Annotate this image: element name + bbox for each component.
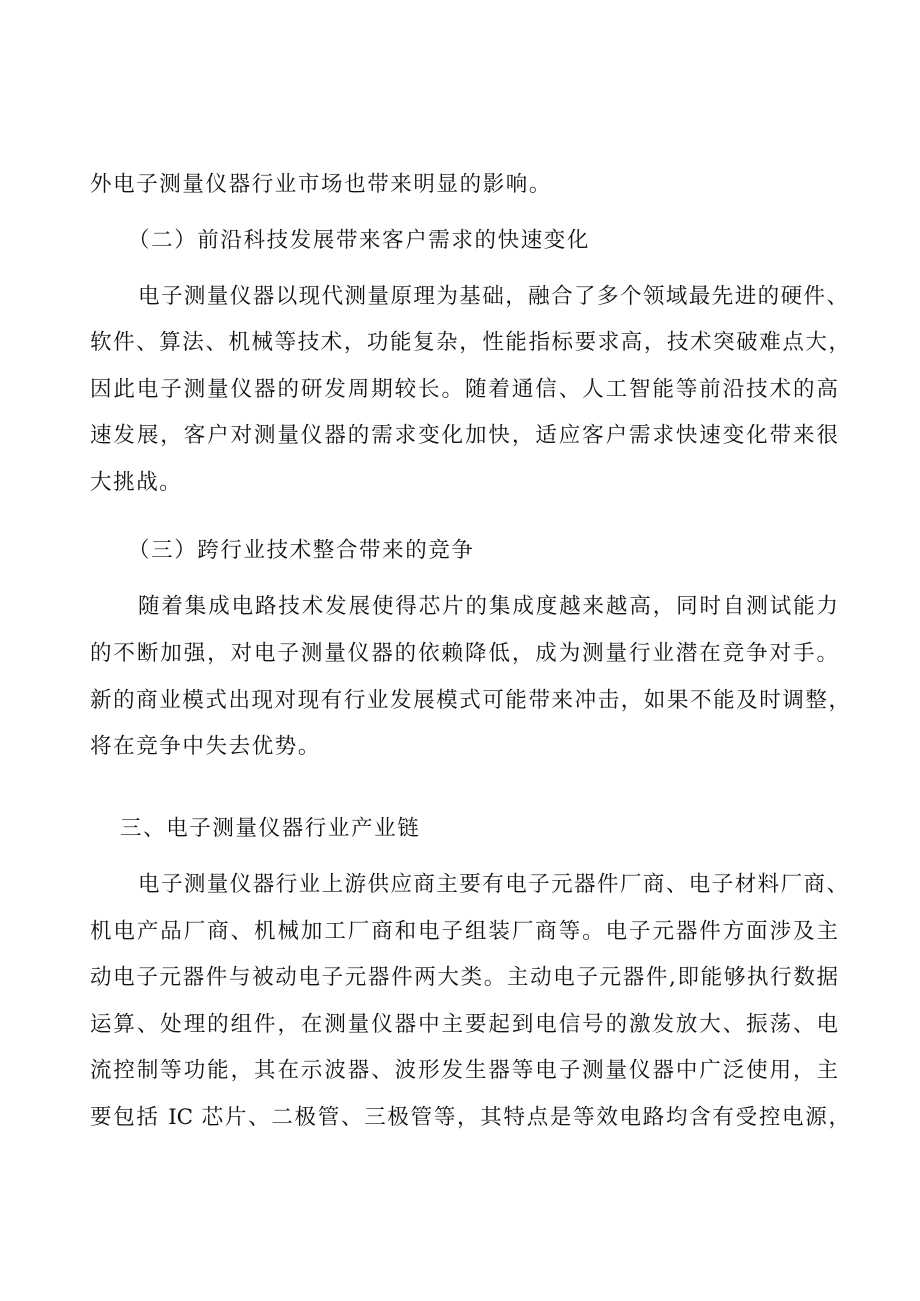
paragraph-line: 电子测量仪器行业上游供应商主要有电子元器件厂商、电子材料厂商、 <box>138 872 848 897</box>
paragraph-line: 因此电子测量仪器的研发周期较长。随着通信、人工智能等前沿技术的高 <box>90 377 838 402</box>
paragraph-line: 要包括 IC 芯片、二极管、三极管等，其特点是等效电路均含有受控电源， <box>90 1105 850 1130</box>
paragraph-line: 动电子元器件与被动电子元器件两大类。主动电子元器件,即能够执行数据 <box>90 965 838 990</box>
paragraph-line: 速发展，客户对测量仪器的需求变化加快，适应客户需求快速变化带来很 <box>90 423 838 448</box>
chapter-heading: 三、电子测量仪器行业产业链 <box>120 816 421 841</box>
paragraph-line: 机电产品厂商、机械加工厂商和电子组装厂商等。电子元器件方面涉及主 <box>90 919 838 944</box>
paragraph-line: 流控制等功能，其在示波器、波形发生器等电子测量仪器中广泛使用，主 <box>90 1058 838 1083</box>
paragraph-line: 随着集成电路技术发展使得芯片的集成度越来越高，同时自测试能力 <box>138 594 838 619</box>
paragraph-line: 将在竞争中失去优势。 <box>90 734 322 759</box>
section-heading-3: （三）跨行业技术整合带来的竞争 <box>128 538 475 563</box>
paragraph-line: 软件、算法、机械等技术，功能复杂，性能指标要求高，技术突破难点大， <box>90 330 850 355</box>
paragraph-line: 新的商业模式出现对现有行业发展模式可能带来冲击，如果不能及时调整， <box>90 688 850 713</box>
section-heading-2: （二）前沿科技发展带来客户需求的快速变化 <box>128 228 591 253</box>
paragraph-line: 外电子测量仪器行业市场也带来明显的影响。 <box>90 172 553 197</box>
paragraph-line: 大挑战。 <box>90 470 183 495</box>
paragraph-line: 运算、处理的组件，在测量仪器中主要起到电信号的激发放大、振荡、电 <box>90 1012 838 1037</box>
paragraph-line: 电子测量仪器以现代测量原理为基础，融合了多个领域最先进的硬件、 <box>138 284 848 309</box>
paragraph-line: 的不断加强，对电子测量仪器的依赖降低，成为测量行业潜在竞争对手。 <box>90 641 838 666</box>
